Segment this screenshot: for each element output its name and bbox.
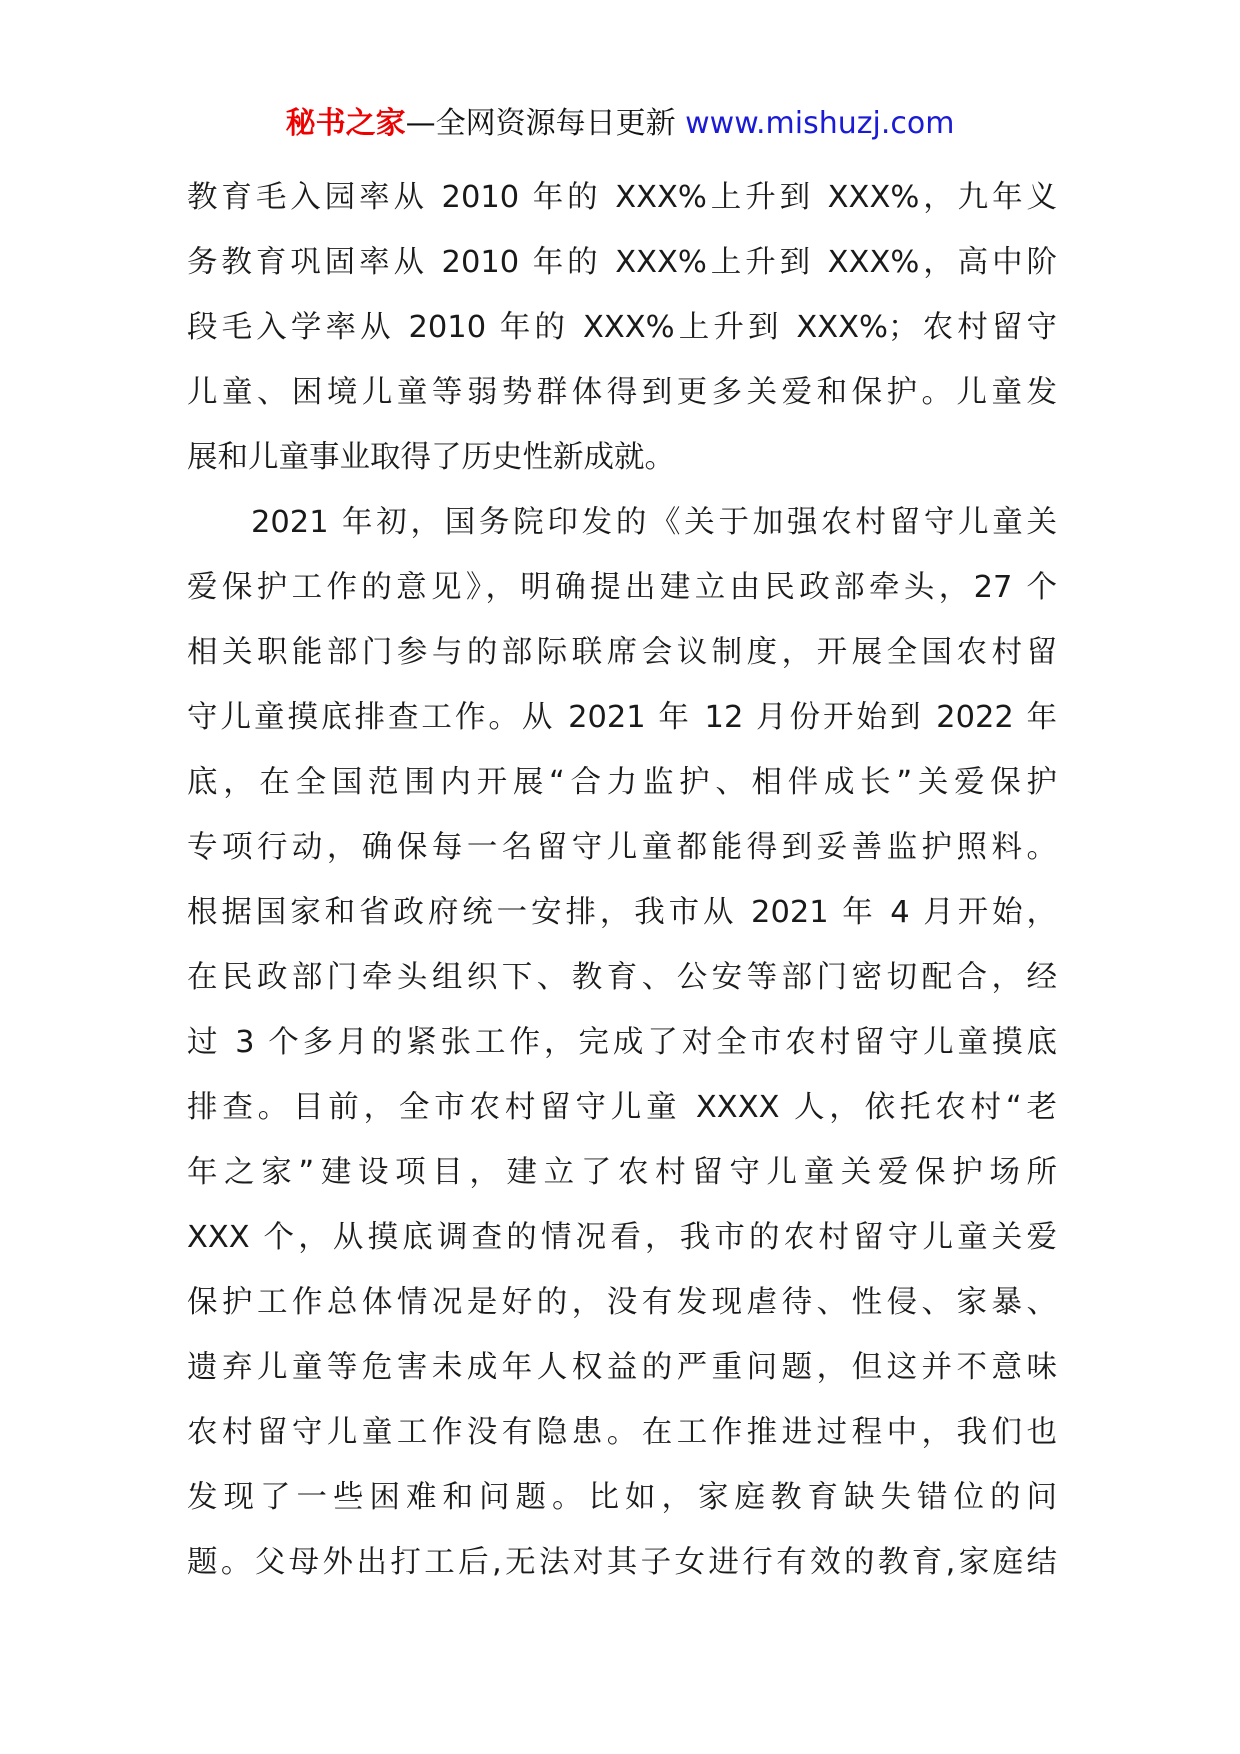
text-line: 题。父母外出打工后,无法对其子女进行有效的教育,家庭结 [187,1545,1057,1580]
text-line: 教育毛入园率从 2010 年的 XXX%上升到 XXX%，九年义 [187,180,1057,215]
text-line: 爱保护工作的意见》，明确提出建立由民政部牵头，27 个 [187,570,1057,605]
header-tagline: —全网资源每日更新 [405,106,676,141]
brand-name: 秘书之家 [285,106,406,141]
text-line: 过 3 个多月的紧张工作，完成了对全市农村留守儿童摸底 [187,1025,1057,1060]
text-line: 根据国家和省政府统一安排，我市从 2021 年 4 月开始， [187,895,1057,930]
text-line: 展和儿童事业取得了历史性新成就。 [187,440,675,475]
text-line: 段毛入学率从 2010 年的 XXX%上升到 XXX%；农村留守 [187,310,1057,345]
text-line: 遗弃儿童等危害未成年人权益的严重问题，但这并不意味 [187,1350,1057,1385]
text-line: 保护工作总体情况是好的，没有发现虐待、性侵、家暴、 [187,1285,1057,1320]
text-line: 在民政部门牵头组织下、教育、公安等部门密切配合，经 [187,960,1057,995]
document-body [187,165,1057,1595]
page-header [0,104,1240,144]
text-line: 排查。目前，全市农村留守儿童 XXXX 人，依托农村“老 [187,1090,1057,1125]
text-line: 相关职能部门参与的部际联席会议制度，开展全国农村留 [187,635,1057,670]
text-line: 守儿童摸底排查工作。从 2021 年 12 月份开始到 2022 年 [187,700,1057,735]
text-line: 专项行动，确保每一名留守儿童都能得到妥善监护照料。 [187,830,1057,865]
site-url-link[interactable]: www.mishuzj.com [685,106,955,141]
text-line: 儿童、困境儿童等弱势群体得到更多关爱和保护。儿童发 [187,375,1057,410]
text-line: 发现了一些困难和问题。比如，家庭教育缺失错位的问 [187,1480,1057,1515]
text-line: 底，在全国范围内开展“合力监护、相伴成长”关爱保护 [187,765,1057,800]
paragraph-start-line: 2021 年初，国务院印发的《关于加强农村留守儿童关 [251,505,1057,540]
text-line: XXX 个，从摸底调查的情况看，我市的农村留守儿童关爱 [187,1220,1057,1255]
text-line: 年之家”建设项目，建立了农村留守儿童关爱保护场所 [187,1155,1057,1190]
text-line: 农村留守儿童工作没有隐患。在工作推进过程中，我们也 [187,1415,1057,1450]
text-line: 务教育巩固率从 2010 年的 XXX%上升到 XXX%，高中阶 [187,245,1057,280]
